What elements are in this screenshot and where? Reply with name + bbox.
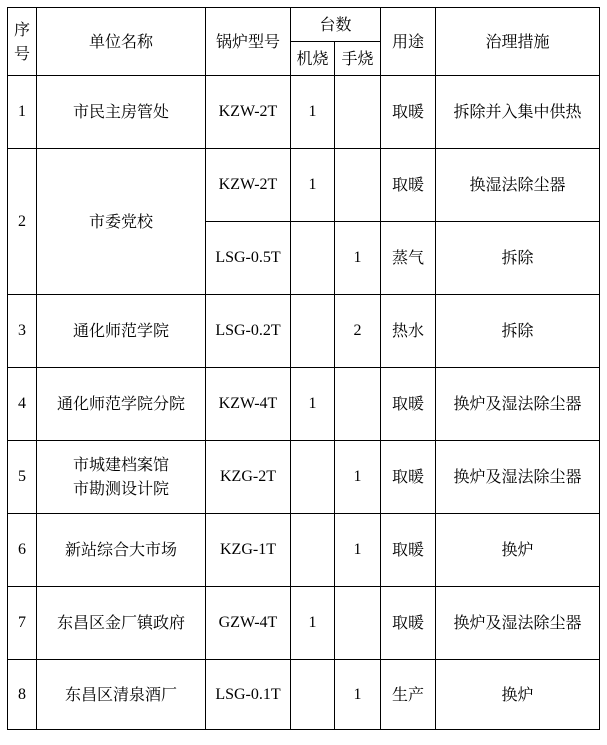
table-row: [8, 587, 600, 660]
cell-measure: 换湿法除尘器: [436, 149, 600, 222]
cell-model: KZG-1T: [206, 514, 291, 587]
header-row-1: [8, 8, 600, 42]
table-row: [8, 295, 600, 368]
cell-manual: [335, 149, 381, 222]
cell-measure: 换炉: [436, 660, 600, 730]
cell-manual: [335, 368, 381, 441]
cell-machine: 1: [291, 76, 335, 149]
cell-use: 取暖: [381, 76, 436, 149]
cell-model: KZW-2T: [206, 149, 291, 222]
header-count: 台数: [291, 8, 381, 42]
cell-use: 取暖: [381, 514, 436, 587]
boiler-table: [7, 7, 600, 730]
cell-measure: 换炉及湿法除尘器: [436, 441, 600, 514]
cell-manual: 1: [335, 222, 381, 295]
cell-no: 8: [8, 660, 37, 730]
cell-unit: [37, 441, 206, 514]
table-row: [8, 76, 600, 149]
cell-unit-line2: 市勘测设计院: [72, 479, 169, 498]
cell-manual: 1: [335, 514, 381, 587]
cell-model: KZW-4T: [206, 368, 291, 441]
cell-unit: 通化师范学院分院: [37, 368, 206, 441]
header-seq-top: 序: [13, 19, 30, 39]
cell-unit: 市委党校: [37, 149, 206, 295]
cell-use: 取暖: [381, 441, 436, 514]
cell-use: 取暖: [381, 368, 436, 441]
cell-use: 生产: [381, 660, 436, 730]
cell-measure: 拆除: [436, 222, 600, 295]
cell-machine: 1: [291, 149, 335, 222]
cell-no: 5: [8, 441, 37, 514]
cell-machine: [291, 295, 335, 368]
cell-model: KZW-2T: [206, 76, 291, 149]
cell-machine: 1: [291, 368, 335, 441]
table-row: [8, 514, 600, 587]
header-seq-bottom: 号: [13, 43, 30, 63]
cell-model: LSG-0.1T: [206, 660, 291, 730]
cell-unit: 东昌区金厂镇政府: [37, 587, 206, 660]
header-manual: 手烧: [335, 42, 381, 76]
cell-no: 6: [8, 514, 37, 587]
cell-model: LSG-0.5T: [206, 222, 291, 295]
cell-measure: 换炉: [436, 514, 600, 587]
table-row: [8, 149, 600, 222]
header-unit: 单位名称: [37, 8, 206, 76]
cell-no: 1: [8, 76, 37, 149]
cell-no: 3: [8, 295, 37, 368]
table-row: [8, 660, 600, 730]
cell-no: 2: [8, 149, 37, 295]
header-model: 锅炉型号: [206, 8, 291, 76]
cell-manual: 1: [335, 441, 381, 514]
header-measure: 治理措施: [436, 8, 600, 76]
header-machine: 机烧: [291, 42, 335, 76]
cell-manual: [335, 76, 381, 149]
cell-manual: 1: [335, 660, 381, 730]
cell-machine: 1: [291, 587, 335, 660]
cell-no: 7: [8, 587, 37, 660]
cell-model: GZW-4T: [206, 587, 291, 660]
cell-manual: [335, 587, 381, 660]
cell-model: LSG-0.2T: [206, 295, 291, 368]
table-row: [8, 441, 600, 514]
cell-use: 蒸气: [381, 222, 436, 295]
cell-unit-line1: 市城建档案馆: [72, 455, 169, 474]
cell-no: 4: [8, 368, 37, 441]
cell-machine: [291, 660, 335, 730]
cell-machine: [291, 441, 335, 514]
header-seq: [8, 8, 37, 76]
table-row: [8, 368, 600, 441]
header-use: 用途: [381, 8, 436, 76]
cell-unit: 新站综合大市场: [37, 514, 206, 587]
cell-use: 取暖: [381, 149, 436, 222]
cell-measure: 换炉及湿法除尘器: [436, 368, 600, 441]
cell-measure: 拆除: [436, 295, 600, 368]
cell-measure: 拆除并入集中供热: [436, 76, 600, 149]
cell-unit: 东昌区清泉酒厂: [37, 660, 206, 730]
cell-unit: 市民主房管处: [37, 76, 206, 149]
cell-machine: [291, 222, 335, 295]
cell-measure: 换炉及湿法除尘器: [436, 587, 600, 660]
cell-machine: [291, 514, 335, 587]
cell-unit: 通化师范学院: [37, 295, 206, 368]
cell-model: KZG-2T: [206, 441, 291, 514]
cell-use: 热水: [381, 295, 436, 368]
cell-manual: 2: [335, 295, 381, 368]
cell-use: 取暖: [381, 587, 436, 660]
